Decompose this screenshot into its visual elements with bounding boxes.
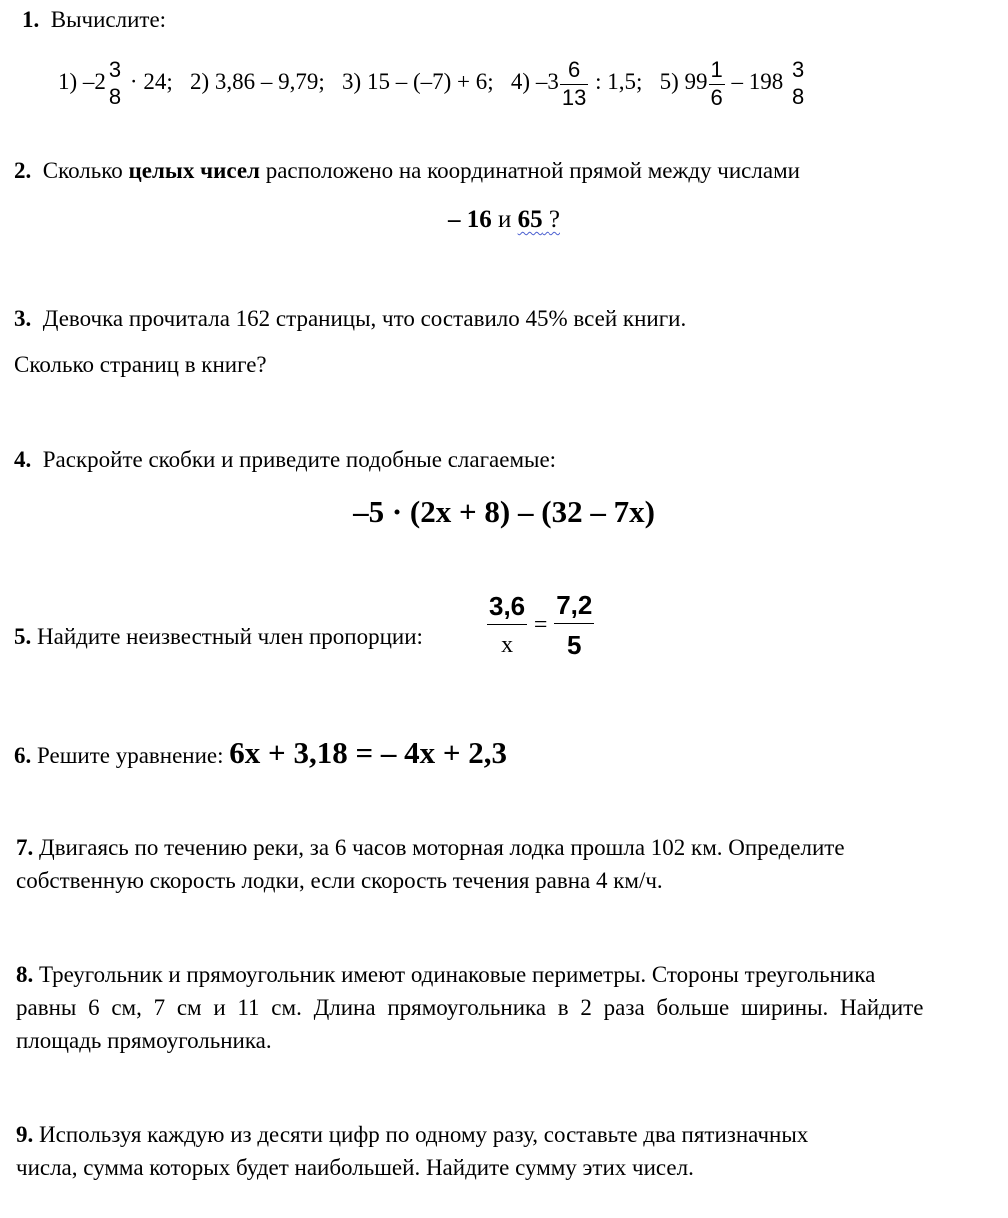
task-8-paragraph xyxy=(16,958,992,1057)
task-3-number: 3. xyxy=(14,306,32,331)
item-4-label: 4) xyxy=(510,69,531,94)
item-4-rest: : 1,5; xyxy=(595,69,643,94)
item-1-label: 1) xyxy=(58,69,78,94)
item-1-denominator: 8 xyxy=(108,84,122,110)
task-2-question-mark: ? xyxy=(548,206,560,233)
task-5-text xyxy=(14,622,423,652)
task-2-value-a: – 16 xyxy=(448,206,492,233)
item-4-fraction xyxy=(560,56,588,110)
task-2-number: 2. xyxy=(14,158,32,183)
task-9-line-2: числа, сумма которых будет наибольшей. Найдите сумму этих чисел. xyxy=(16,1155,694,1180)
task-2-conjunction: и xyxy=(498,206,512,233)
task-6-instruction: Решите уравнение: xyxy=(37,743,224,768)
task-5-proportion xyxy=(486,592,595,658)
task-2-value-b: 65 xyxy=(517,206,543,233)
task-9-paragraph xyxy=(16,1118,992,1184)
task-5-number: 5. xyxy=(14,624,32,649)
item-5-fraction-2 xyxy=(790,59,806,108)
task-5-right-fraction xyxy=(554,592,594,658)
item-4-whole: –3 xyxy=(535,69,559,94)
task-5-right-numerator: 7,2 xyxy=(556,590,593,620)
item-5-label: 5) xyxy=(659,69,679,94)
task-1-number: 1. xyxy=(22,7,40,32)
task-4-instruction: Раскройте скобки и приведите подобные слагаемые: xyxy=(42,447,557,472)
task-2-text xyxy=(14,156,800,186)
item-3-expression: 15 – (–7) + 6; xyxy=(366,69,494,94)
task-7-line-1 xyxy=(16,831,992,864)
task-2-text-before: Сколько xyxy=(42,158,123,183)
task-7-text-1: Двигаясь по течению реки, за 6 часов моторная лодка прошла 102 км. Определите xyxy=(39,835,845,860)
item-5-denominator-1: 6 xyxy=(710,84,723,110)
task-4-number: 4. xyxy=(14,447,32,472)
item-1-rest: · 24; xyxy=(129,69,173,94)
task-8-line-1 xyxy=(16,958,992,991)
task-5-left-numerator: 3,6 xyxy=(489,591,526,621)
task-5-instruction: Найдите неизвестный член пропорции: xyxy=(37,624,423,649)
task-4-text xyxy=(14,445,556,475)
item-1-fraction xyxy=(107,59,123,108)
task-5-left-fraction xyxy=(487,593,527,657)
task-4-expression: –5 · (2x + 8) – (32 – 7x) xyxy=(353,494,655,529)
task-1-items xyxy=(58,52,807,112)
task-2-text-bold: целых чисел xyxy=(128,158,260,183)
task-9-line-1 xyxy=(16,1118,992,1151)
task-9-number: 9. xyxy=(16,1122,34,1147)
item-2-expression: 3,86 – 9,79; xyxy=(214,69,325,94)
item-2-label: 2) xyxy=(189,69,210,94)
task-8-number: 8. xyxy=(16,962,34,987)
task-7-number: 7. xyxy=(16,835,34,860)
task-6-line xyxy=(14,733,507,776)
task-2-text-after: расположено на координатной прямой между числами xyxy=(265,158,800,183)
task-5-right-denominator: 5 xyxy=(554,623,594,658)
task-7-line-2: собственную скорость лодки, если скорость течения равна 4 км/ч. xyxy=(16,868,663,893)
task-3-text-1: Девочка прочитала 162 страницы, что составило 45% всей книги. xyxy=(42,306,687,331)
item-1-numerator: 3 xyxy=(108,57,122,83)
task-5-left-denominator: x xyxy=(487,624,527,657)
task-3-line-2: Сколько страниц в книге? xyxy=(14,352,267,377)
task-9-text-1: Используя каждую из десяти цифр по одному разу, составьте два пятизначных xyxy=(39,1122,809,1147)
item-3-label: 3) xyxy=(342,69,362,94)
item-5-denominator-2: 8 xyxy=(792,84,805,110)
item-5-middle: – 198 xyxy=(731,69,784,94)
task-8-line-2: равны 6 см, 7 см и 11 см. Длина прямоугольника в 2 раза больше ширины. Найдите xyxy=(16,995,924,1020)
item-5-whole: 99 xyxy=(684,69,708,94)
task-3-line-1 xyxy=(14,304,686,334)
item-4-denominator: 13 xyxy=(561,84,587,110)
task-8-text-1: Треугольник и прямоугольник имеют одинаковые периметры. Стороны треугольника xyxy=(39,962,876,987)
task-6-number: 6. xyxy=(14,743,32,768)
item-5-fraction-1 xyxy=(709,56,725,110)
task-1-heading xyxy=(22,5,166,35)
item-1-whole: –2 xyxy=(82,69,106,94)
task-1-title: Вычислите: xyxy=(50,7,167,32)
task-8-line-3: площадь прямоугольника. xyxy=(16,1028,272,1053)
task-7-paragraph xyxy=(16,831,992,897)
item-5-numerator-2: 3 xyxy=(792,57,805,83)
task-2-values xyxy=(0,203,1008,237)
task-6-equation: 6x + 3,18 = – 4x + 2,3 xyxy=(229,735,508,770)
item-5-numerator-1: 1 xyxy=(710,56,723,82)
item-4-numerator: 6 xyxy=(567,56,581,82)
task-5-equals: = xyxy=(533,612,548,638)
